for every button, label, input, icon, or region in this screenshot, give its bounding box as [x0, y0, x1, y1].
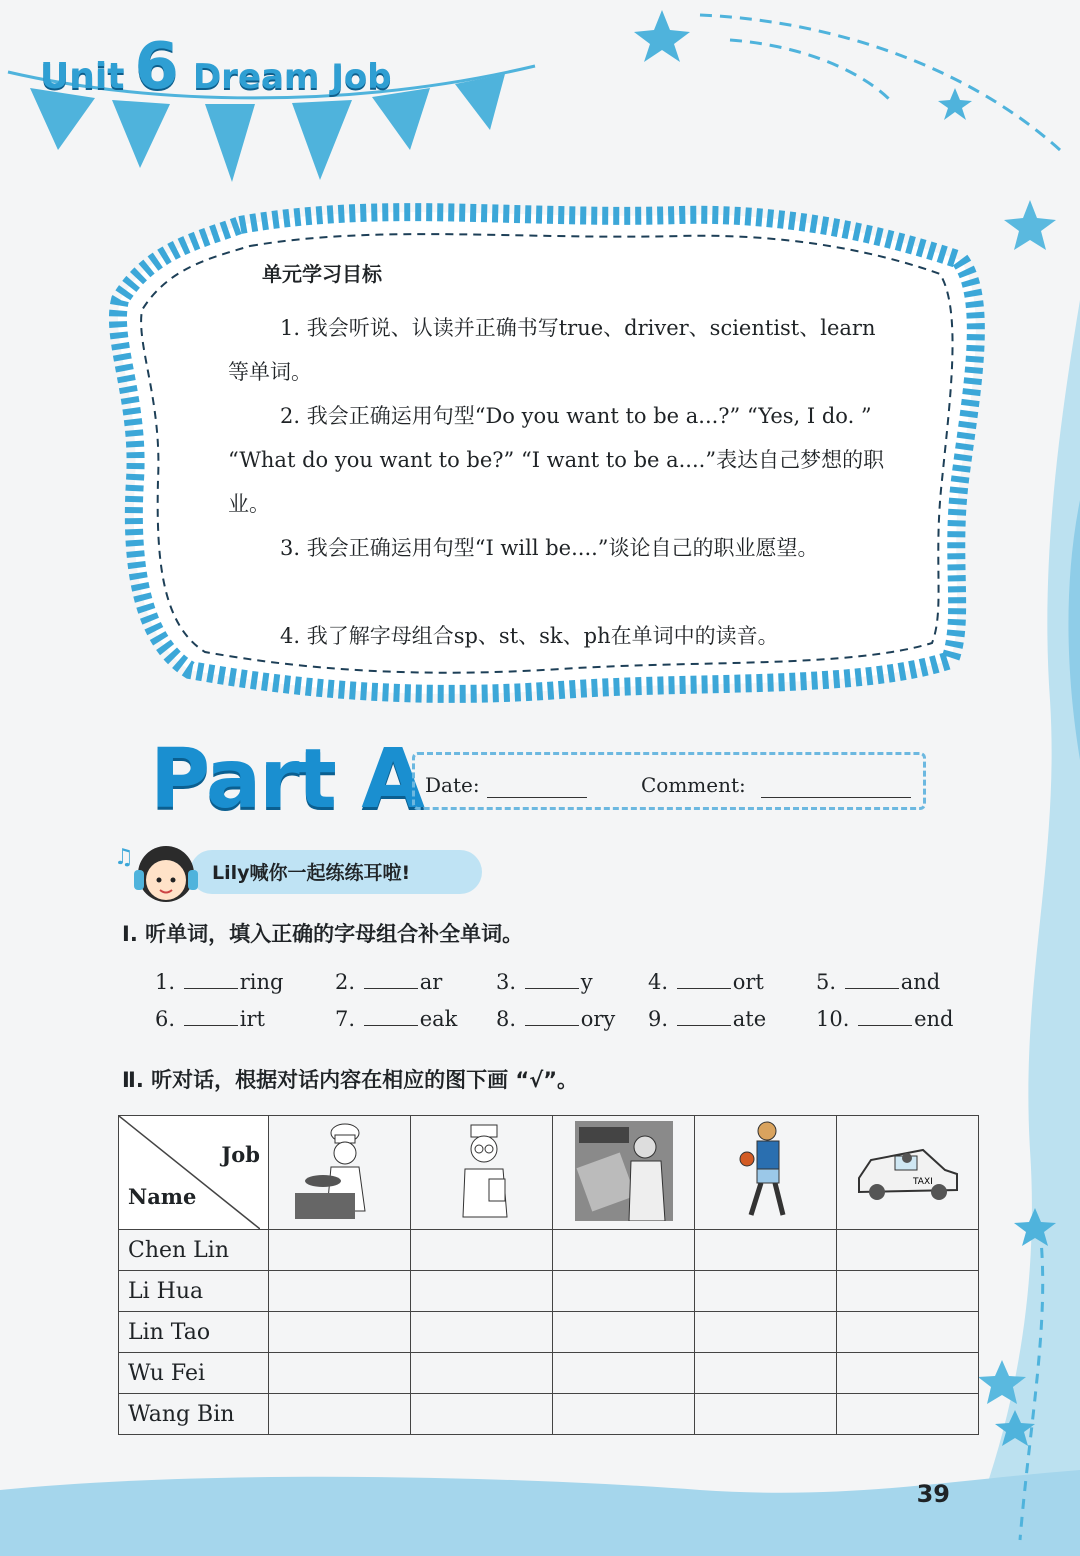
item-number: 1.	[155, 970, 176, 994]
answer-blank[interactable]	[858, 1009, 912, 1026]
item-number: 4.	[648, 970, 669, 994]
check-cell[interactable]	[411, 1353, 553, 1394]
word-suffix: ory	[580, 1007, 616, 1031]
answer-blank[interactable]	[184, 972, 238, 989]
doctor-icon	[437, 1121, 527, 1221]
blank-item-4[interactable]	[648, 970, 764, 994]
part-title: Part A	[150, 732, 423, 827]
student-name: Lin Tao	[119, 1312, 269, 1353]
page-number: 39	[916, 1480, 950, 1508]
cook-icon	[295, 1121, 385, 1221]
word-suffix: ar	[419, 970, 443, 994]
word-suffix: irt	[239, 1007, 265, 1031]
answer-blank[interactable]	[525, 972, 579, 989]
student-name: Wang Bin	[119, 1394, 269, 1435]
check-cell[interactable]	[269, 1312, 411, 1353]
objective-item-3: 3. 我会正确运用句型“I will be....”谈论自己的职业愿望。	[280, 536, 819, 560]
job-picture-doctor	[411, 1116, 553, 1230]
word-suffix: end	[914, 1007, 954, 1031]
diagonal-line	[119, 1116, 260, 1229]
check-cell[interactable]	[695, 1271, 837, 1312]
answer-blank[interactable]	[184, 1009, 238, 1026]
blank-item-5[interactable]	[816, 970, 940, 994]
objective-item-1: 1. 我会听说、认读并正确书写true、driver、scientist、learn等单词。	[228, 316, 876, 384]
word-suffix: ate	[732, 1007, 767, 1031]
item-number: 2.	[335, 970, 356, 994]
answer-blank[interactable]	[677, 1009, 731, 1026]
taxi-driver-icon	[853, 1136, 963, 1206]
basketball-player-icon	[721, 1119, 811, 1223]
table-row	[119, 1353, 979, 1394]
svg-text:♫: ♫	[114, 845, 134, 870]
item-number: 7.	[335, 1007, 356, 1031]
word-suffix: y	[580, 970, 593, 994]
word-suffix: and	[900, 970, 941, 994]
table-row	[119, 1312, 979, 1353]
check-cell[interactable]	[553, 1353, 695, 1394]
blank-item-10[interactable]	[816, 1007, 954, 1031]
blank-item-2[interactable]	[335, 970, 442, 994]
section-1-title: Ⅰ. 听单词，填入正确的字母组合补全单词。	[122, 922, 524, 946]
check-cell[interactable]	[837, 1394, 979, 1435]
unit-word: Unit	[40, 56, 125, 97]
comment-field[interactable]	[761, 797, 911, 798]
item-number: 8.	[496, 1007, 517, 1031]
lily-banner-text: Lily喊你一起练练耳啦!	[212, 862, 411, 884]
objective-item-2: 2. 我会正确运用句型“Do you want to be a...?” “Yes, I do. ” “What do you want to be?” “I want to be a....”表达自己梦想的职业。	[228, 404, 885, 516]
check-cell[interactable]	[411, 1312, 553, 1353]
check-cell[interactable]	[411, 1394, 553, 1435]
job-picture-basketball-player	[695, 1116, 837, 1230]
blank-item-9[interactable]	[648, 1007, 766, 1031]
check-cell[interactable]	[837, 1353, 979, 1394]
table-header-row	[119, 1116, 979, 1230]
check-cell[interactable]	[269, 1353, 411, 1394]
item-number: 6.	[155, 1007, 176, 1031]
objectives-heading: 单元学习目标	[262, 262, 382, 286]
student-name: Chen Lin	[119, 1230, 269, 1271]
date-field[interactable]	[487, 797, 587, 798]
table-row	[119, 1271, 979, 1312]
table-row	[119, 1230, 979, 1271]
check-cell[interactable]	[269, 1271, 411, 1312]
word-suffix: eak	[419, 1007, 458, 1031]
blank-item-1[interactable]	[155, 970, 283, 994]
unit-name: Dream Job	[192, 57, 392, 97]
check-cell[interactable]	[695, 1394, 837, 1435]
job-table	[118, 1115, 979, 1435]
blank-item-6[interactable]	[155, 1007, 265, 1031]
job-picture-cook	[269, 1116, 411, 1230]
answer-blank[interactable]	[364, 1009, 418, 1026]
check-cell[interactable]	[837, 1271, 979, 1312]
item-number: 9.	[648, 1007, 669, 1031]
answer-blank[interactable]	[364, 972, 418, 989]
answer-blank[interactable]	[677, 972, 731, 989]
check-cell[interactable]	[553, 1312, 695, 1353]
item-number: 5.	[816, 970, 837, 994]
check-cell[interactable]	[695, 1312, 837, 1353]
check-cell[interactable]	[553, 1271, 695, 1312]
word-suffix: ring	[239, 970, 284, 994]
job-header: Job	[221, 1142, 260, 1167]
student-name: Li Hua	[119, 1271, 269, 1312]
check-cell[interactable]	[837, 1312, 979, 1353]
unit-number: 6	[134, 30, 179, 104]
date-label: Date:	[425, 773, 480, 797]
check-cell[interactable]	[695, 1230, 837, 1271]
item-number: 10.	[816, 1007, 850, 1031]
check-cell[interactable]	[269, 1230, 411, 1271]
check-cell[interactable]	[553, 1394, 695, 1435]
job-picture-factory-worker	[553, 1116, 695, 1230]
comment-label: Comment:	[641, 773, 746, 797]
objective-item-4: 4. 我了解字母组合sp、st、sk、ph在单词中的读音。	[280, 624, 779, 648]
answer-blank[interactable]	[525, 1009, 579, 1026]
taxi-label: TAXI	[912, 1176, 933, 1187]
item-number: 3.	[496, 970, 517, 994]
blank-item-7[interactable]	[335, 1007, 457, 1031]
table-row	[119, 1394, 979, 1435]
section-2-title: Ⅱ. 听对话，根据对话内容在相应的图下画 “√”。	[122, 1068, 579, 1092]
name-header: Name	[128, 1184, 197, 1209]
blank-item-3[interactable]	[496, 970, 593, 994]
student-name: Wu Fei	[119, 1353, 269, 1394]
check-cell[interactable]	[411, 1230, 553, 1271]
answer-blank[interactable]	[845, 972, 899, 989]
job-picture-taxi-driver	[837, 1116, 979, 1230]
check-cell[interactable]	[269, 1394, 411, 1435]
check-cell[interactable]	[553, 1230, 695, 1271]
unit-title	[40, 30, 392, 104]
girl-headphones-icon	[114, 834, 204, 914]
factory-worker-icon	[575, 1121, 673, 1221]
check-cell[interactable]	[837, 1230, 979, 1271]
check-cell[interactable]	[695, 1353, 837, 1394]
blank-item-8[interactable]	[496, 1007, 615, 1031]
word-suffix: ort	[732, 970, 764, 994]
date-comment-box	[412, 752, 926, 810]
corner-cell	[119, 1116, 269, 1230]
check-cell[interactable]	[411, 1271, 553, 1312]
